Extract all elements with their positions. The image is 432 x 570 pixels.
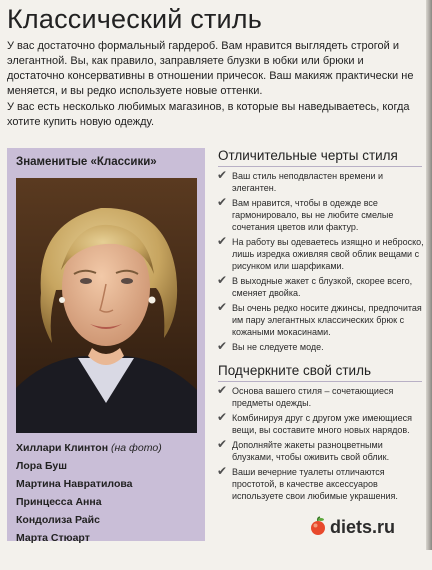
list-item	[216, 236, 426, 272]
celebrity-name: Хиллари Клинтон	[16, 442, 109, 454]
list-item	[16, 457, 201, 475]
panel-title: Знаменитые «Классики»	[16, 156, 157, 168]
emphasize-section	[216, 363, 426, 502]
celebrity-list	[16, 439, 201, 547]
celebrity-name: Марта Стюарт	[16, 532, 90, 544]
celebrity-name: Лора Буш	[16, 460, 67, 472]
checkmark-icon: ✔	[217, 195, 228, 209]
trait-text: В выходные жакет с блузкой, скорее всего, сменяет двойка.	[232, 276, 413, 298]
apple-logo-icon	[308, 516, 328, 541]
portrait-illustration	[16, 178, 197, 433]
photo-note: (на фото)	[110, 442, 162, 454]
trait-text: Вы очень редко носите джинсы, предпочитая им пару элегантных классических брюк с кожаными мокасинами.	[232, 303, 422, 337]
list-item	[216, 412, 426, 436]
traits-heading: Отличительные черты стиля	[218, 148, 398, 163]
traits-list	[216, 170, 426, 353]
trait-text: Ваш стиль неподвластен времени и элегантен.	[232, 171, 384, 193]
tip-text: Дополняйте жакеты разноцветными блузками, чтобы оживить свой облик.	[232, 440, 390, 462]
checkmark-icon: ✔	[217, 437, 228, 451]
intro-paragraph-1: У вас достаточно формальный гардероб. Вам нравится выглядеть строгой и элегантной. Вы, как правило, заправляете блузки в юбки или брюки и достаточно консервативны в отношении причесок. Ваш макияж практически не меняется, и вы редко используете новые оттенки.	[7, 40, 414, 97]
checkmark-icon: ✔	[217, 410, 228, 424]
emphasize-list	[216, 385, 426, 502]
checkmark-icon: ✔	[217, 300, 228, 314]
list-item	[16, 529, 201, 547]
tip-text: Ваши вечерние туалеты отличаются простотой, в качестве аксессуаров используете свои любимые украшения.	[232, 467, 398, 501]
list-item	[216, 466, 426, 502]
celebrity-name: Кондолиза Райс	[16, 514, 100, 526]
celebrity-name: Мартина Навратилова	[16, 478, 133, 490]
intro-paragraph-2: У вас есть несколько любимых магазинов, в которые вы наведываетесь, когда хотите купить новую одежду.	[7, 101, 410, 128]
list-item	[216, 341, 426, 353]
watermark-text: diets.ru	[330, 517, 396, 537]
page-edge	[426, 0, 432, 550]
list-item	[216, 197, 426, 233]
emphasize-heading: Подчеркните свой стиль	[218, 363, 371, 378]
checkmark-icon: ✔	[217, 273, 228, 287]
celebrities-panel	[7, 148, 205, 544]
heading-divider	[218, 381, 422, 382]
list-item	[16, 439, 201, 457]
list-item	[216, 302, 426, 338]
checkmark-icon: ✔	[217, 339, 228, 353]
trait-text: Вы не следуете моде.	[232, 342, 324, 352]
celebrity-name: Принцесса Анна	[16, 496, 102, 508]
list-item	[16, 475, 201, 493]
list-item	[216, 439, 426, 463]
heading-divider	[218, 166, 422, 167]
checkmark-icon: ✔	[217, 234, 228, 248]
site-watermark	[308, 516, 395, 541]
page-title: Классический стиль	[7, 4, 263, 34]
checkmark-icon: ✔	[217, 464, 228, 478]
tip-text: Комбинируя друг с другом уже имеющиеся вещи, вы составите много новых нарядов.	[232, 413, 412, 435]
right-column	[216, 148, 426, 505]
trait-text: Вам нравится, чтобы в одежде все гармонировало, вы не любите смелые сочетания цветов или фактур.	[232, 198, 394, 232]
checkmark-icon: ✔	[217, 168, 228, 182]
list-item	[16, 493, 201, 511]
trait-text: На работу вы одеваетесь изящно и неброско, лишь изредка оживляя свой облик вещами с рисунком или шарфиками.	[232, 237, 424, 271]
tip-text: Основа вашего стиля – сочетающиеся предметы одежды.	[232, 386, 394, 408]
list-item	[216, 170, 426, 194]
intro-text	[7, 39, 419, 130]
list-item	[216, 275, 426, 299]
list-item	[16, 511, 201, 529]
list-item	[216, 385, 426, 409]
checkmark-icon: ✔	[217, 383, 228, 397]
